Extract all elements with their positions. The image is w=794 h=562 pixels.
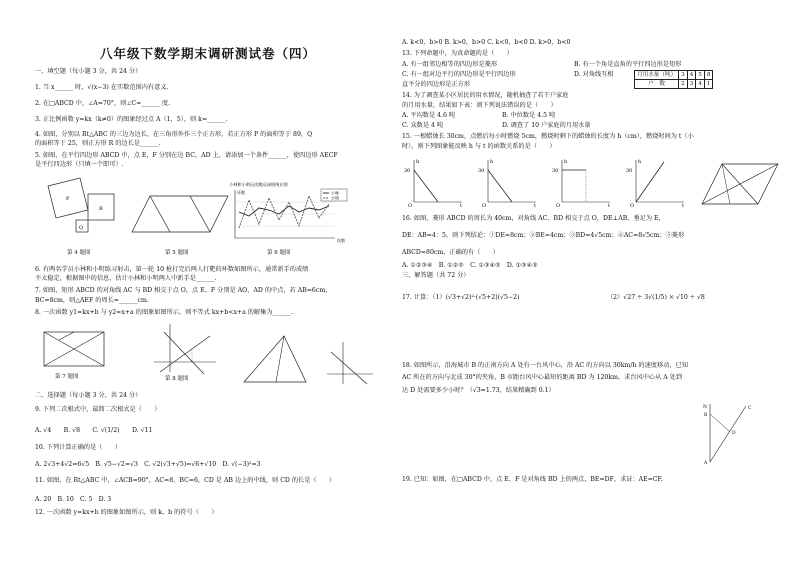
- question-15-graphs: [404, 156, 694, 208]
- question-12-options: A. k<0，b>0 B. k>0，b>0 C. k<0，b<0 D. k>0，b<0: [402, 39, 571, 46]
- question-14-option-c: C. 众数是 4 吨: [402, 122, 444, 129]
- question-13-option-c: C. 有一组对边平行的四边形是平行四边形: [402, 71, 516, 78]
- question-3: 3. 正比例函数 y=kx（k≠0）的图象经过点 A（1，5），则 k=______.: [35, 116, 228, 123]
- table-cell: 3: [687, 80, 696, 89]
- figure-16-rhombus: [700, 160, 780, 210]
- question-13-option-d: D. 对角线互相: [574, 71, 614, 78]
- question-8: 8. 一次函数 y1=kx+b 与 y2=x+a 的图象如图所示，则不等式 kx+b<x+a 的解集为______.: [35, 309, 294, 316]
- question-9: 9. 下列二次根式中，最简二次根式是（ ）: [35, 406, 161, 413]
- svg-text:h: h: [416, 159, 420, 165]
- legend-xiaoming: 小明: [331, 195, 339, 201]
- table-cell: 4: [696, 80, 705, 89]
- figure-4: [40, 176, 120, 246]
- svg-text:R: R: [99, 206, 103, 212]
- chart-title: 小林和小明历次跳远成绩统计图: [229, 182, 288, 187]
- question-4-line2: 的面积等于 25，则正方形 R 的边长是______.: [35, 140, 161, 147]
- question-7-line2: BC=8cm，则△AEF 的周长=______cm.: [35, 297, 149, 304]
- svg-text:O: O: [482, 203, 487, 208]
- svg-text:30: 30: [626, 168, 633, 174]
- question-9-options: A. √4 B. √8 C. √(1/2) D. √11: [35, 427, 153, 434]
- question-2: 2. 在□ABCD 中，∠A=70°，则∠C=______ 度.: [35, 100, 171, 107]
- table-cell: 8: [704, 71, 713, 80]
- question-5-line1: 5. 如图，在平行四边形 ABCD 中，点 E，F 分别在边 BC，AD 上，请添加一个条件______，使四边形 AECF: [35, 152, 338, 159]
- question-16-options: A. ①②③④ B. ①②⑤ C. ①③④⑤ D. ①③④⑤: [402, 262, 538, 269]
- svg-text:P: P: [66, 196, 70, 202]
- svg-text:O: O: [630, 203, 635, 208]
- question-4-line1: 4. 如图，分别以 Rt△ABC 的三边为边长，在三角形外作三个正方形，若正方形 P 的面积等于 89，Q: [35, 131, 313, 138]
- figure-5: [130, 192, 230, 236]
- section-2-heading: 二、选择题（每小题 3 分，共 24 分）: [35, 392, 142, 399]
- svg-text:N: N: [703, 405, 707, 410]
- svg-text:h: h: [564, 159, 568, 165]
- question-13: 13. 下列命题中，为真命题的是（ ）: [402, 50, 513, 57]
- legend-xiaolin: 小林: [331, 190, 339, 196]
- svg-text:t: t: [608, 203, 611, 208]
- question-13-option-a: A. 有一组邻边相等的四边形是菱形: [402, 61, 498, 68]
- question-15-line1: 15. 一根蜡烛长 30cm，点燃后每小时燃烧 5cm，燃烧时剩下的蜡烛的长度为 h（cm），燃烧时间为 t（小: [402, 133, 694, 140]
- question-14-line1: 14. 为了调查某小区居民的用水情况，随机抽查了若干户家庭: [402, 92, 569, 99]
- figure-12: [325, 340, 375, 386]
- svg-text:t: t: [682, 203, 685, 208]
- page-title: 八年级下数学期末调研测试卷（四）: [100, 46, 317, 61]
- figure-8: [150, 322, 220, 376]
- section-1-heading: 一、填空题（每小题 3 分，共 24 分）: [35, 68, 142, 75]
- question-16-line2: DE：AB=4：5，则下列结论：①DE=8cm；②BE=4cm；③BD=4√5cm；④AC=8√5cm；⑤菱形: [402, 232, 685, 239]
- question-14-line2: 的月用水量，结果如下表：则下列说法错误的是（ ）: [402, 102, 557, 109]
- svg-text:t: t: [460, 203, 463, 208]
- question-17-part1: 17. 计算：（1）(√3+√2)²·(√5+2)(√5−2): [402, 294, 520, 301]
- svg-text:30: 30: [404, 168, 411, 174]
- question-13-option-b: B. 有一个角是直角的平行四边形是矩形: [574, 61, 682, 68]
- question-14-option-a: A. 平均数是 4.6 吨: [402, 112, 456, 119]
- question-16-line3: ABCD=80cm，正确的有（ ）: [402, 249, 499, 256]
- figure-5-caption: 第 5 题图: [165, 250, 189, 256]
- question-13-option-d-cont: 直平分的四边形是正方形: [402, 81, 471, 88]
- table-cell: 2: [679, 80, 688, 89]
- question-11: 11. 如图，在 Rt△ABC 中，∠ACB=90°，AC=8，BC=6，CD 是 AB 边上的中线，则 CD 的长是（ ）: [35, 477, 336, 484]
- svg-text:30: 30: [552, 168, 559, 174]
- svg-text:h: h: [638, 159, 642, 165]
- table-cell: 5: [696, 71, 705, 80]
- svg-text:30: 30: [478, 168, 485, 174]
- question-7-line1: 7. 如图，矩形 ABCD 的对角线 AC 与 BD 相交于点 O，点 E、F 分别是 AO、AD 的中点，若 AB=6cm，: [35, 287, 332, 294]
- table-cell: 4: [687, 71, 696, 80]
- figure-4-caption: 第 4 题图: [67, 250, 91, 256]
- table-cell: 1: [704, 80, 713, 89]
- svg-text:O: O: [556, 203, 561, 208]
- question-14-option-b: B. 中位数是 4.5 吨: [502, 112, 556, 119]
- figure-7: [40, 328, 110, 372]
- figure-7-caption: 第 7 题图: [55, 374, 79, 380]
- figure-6-caption: 第 6 题图: [267, 250, 291, 256]
- question-17-part2: （2）√27 ÷ 3√(1/5) × √10 ÷ √8: [607, 294, 705, 301]
- question-18-line3: 达 D 处需要多少小时？（√3≈1.73，结果精确到 0.1）: [402, 387, 555, 394]
- table-header-usage: 月用水量（吨）: [635, 71, 679, 80]
- question-18-line2: AC 所在的方向与北成 30°的夹角，B 市距台风中心最短的距离 BD 为 120km，求台风中心从 A 处到: [402, 374, 683, 381]
- question-1: 1. 当 x______ 时，√(x−3) 在实数范围内有意义.: [35, 84, 169, 91]
- chart-ylabel: 环数: [237, 190, 245, 195]
- table-header-households: 户 数: [635, 80, 679, 89]
- svg-text:h: h: [490, 159, 494, 165]
- table-cell: 3: [679, 71, 688, 80]
- svg-text:A: A: [704, 461, 708, 466]
- question-18-line1: 18. 如图所示，沿海城市 B 的正南方向 A 处有一台风中心，沿 AC 的方向以 30km/h 的速度移动，已知: [402, 362, 688, 369]
- question-11-options: A. 20 B. 10 C. 5 D. 3: [35, 496, 112, 503]
- figure-8-caption: 第 8 题图: [165, 376, 189, 382]
- chart-xlabel: 次数: [337, 238, 345, 243]
- svg-text:B: B: [704, 413, 708, 418]
- svg-text:D: D: [732, 431, 736, 436]
- svg-text:O: O: [408, 203, 413, 208]
- question-10: 10. 下列计算正确的是（ ）: [35, 444, 122, 451]
- svg-text:Q: Q: [79, 225, 84, 231]
- question-16-line1: 16. 如图，菱形 ABCD 的周长为 40cm，对角线 AC、BD 相交于点 O，DE⊥AB，垂足为 E，: [402, 215, 665, 222]
- figure-11: [240, 332, 310, 388]
- svg-text:C: C: [748, 406, 752, 411]
- question-15-line2: 时），则下列图象能反映 h 与 t 的函数关系的是（ ）: [402, 143, 556, 150]
- question-6-line1: 6. 有两名学员小林和小明练习射击，第一轮 10 枪打完后两人打靶的环数如图所示，通常新手的成绩: [35, 266, 309, 273]
- question-5-line2: 是平行四边形（只填一个即可）.: [35, 161, 124, 168]
- question-10-options: A. 2√3+4√2=6√5 B. √5−√2=√3 C. √2(√3+√5)=√6+√10 D. √(−3)²=3: [35, 461, 261, 468]
- water-usage-table: [634, 70, 713, 89]
- question-6-line2: 不太稳定，根据图中的信息，估计小林和小明两人中新手是______.: [35, 275, 217, 282]
- question-14-option-d: D. 调查了 10 户家庭的月用水量: [502, 122, 591, 129]
- question-19: 19. 已知：如图，在□ABCD 中，点 E、F 是对角线 BD 上的两点，BE=DF，求证：AE=CF.: [402, 476, 663, 483]
- svg-text:t: t: [534, 203, 537, 208]
- section-3-heading: 三、解答题（共 72 分）: [402, 272, 470, 279]
- question-12: 12. 一次函数 y=kx+b 的图象如图所示，则 k、b 的符号（ ）: [35, 509, 218, 516]
- figure-6-chart: [225, 180, 353, 248]
- figure-18: [700, 400, 760, 466]
